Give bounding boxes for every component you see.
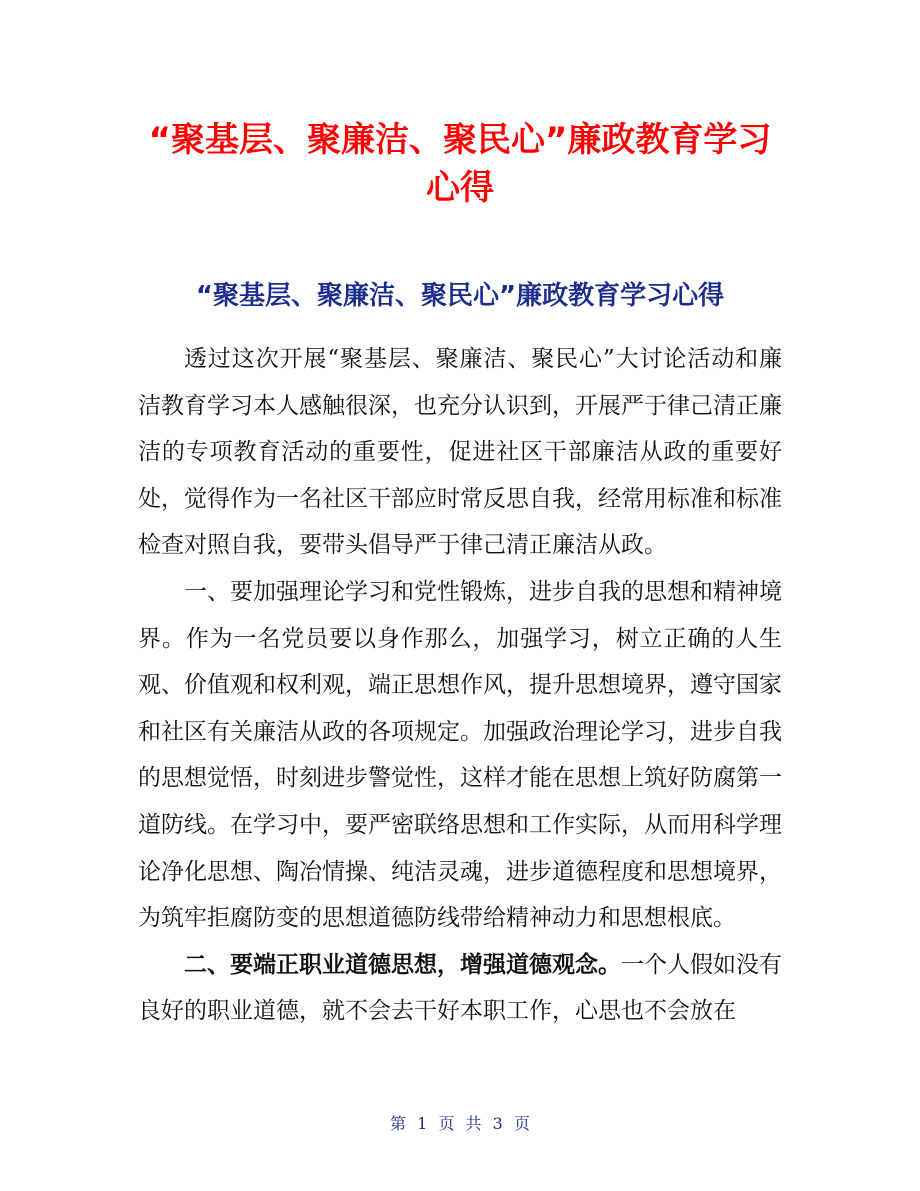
page-footer — [0, 1112, 920, 1136]
paragraph-1 — [138, 336, 782, 569]
page-current: 1 — [417, 1114, 428, 1133]
paragraph-3-text: 一个人假如没有良好的职业道德，就不会去干好本职工作，心思也不会放在 — [138, 951, 782, 1025]
page-label-prefix: 第 — [390, 1114, 407, 1133]
paragraph-3 — [138, 942, 782, 1035]
paragraph-2 — [138, 569, 782, 942]
document-body — [138, 336, 782, 1035]
paragraph-2-text: 一、要加强理论学习和党性锻炼，进步自我的思想和精神境界。作为一名党员要以身作那么，加强学习，树立正确的人生观、价值观和权利观，端正思想作风，提升思想境界，遵守国家和社区有关廉洁从政的各项规定。加强政治理论学习，进步自我的思想觉悟，时刻进步警觉性，这样才能在思想上筑好防腐第一道防线。在学习中，要严密联络思想和工作实际，从而用科学理论净化思想、陶冶情操、纯洁灵魂，进步道德程度和思想境界，为筑牢拒腐防变的思想道德防线带给精神动力和思想根底。 — [138, 578, 782, 932]
page-total: 3 — [492, 1114, 503, 1133]
page-label-suffix: 页 — [513, 1114, 530, 1133]
document-subtitle: “聚基层、聚廉洁、聚民心”廉政教育学习心得 — [195, 281, 725, 311]
page-total-prefix: 共 — [465, 1114, 482, 1133]
paragraph-1-text: 透过这次开展“聚基层、聚廉洁、聚民心”大讨论活动和廉洁教育学习本人感触很深，也充分认识到，开展严于律己清正廉洁的专项教育活动的重要性，促进社区干部廉洁从政的重要好处，觉得作为一名社区干部应时常反思自我，经常用标准和标准检查对照自我，要带头倡导严于律己清正廉洁从政。 — [138, 346, 782, 559]
page-label-mid: 页 — [438, 1114, 455, 1133]
paragraph-3-lead: 二、要端正职业道德思想，增强道德观念。 — [184, 951, 621, 978]
document-title: “聚基层、聚廉洁、聚民心”廉政教育学习心得 — [148, 120, 772, 208]
